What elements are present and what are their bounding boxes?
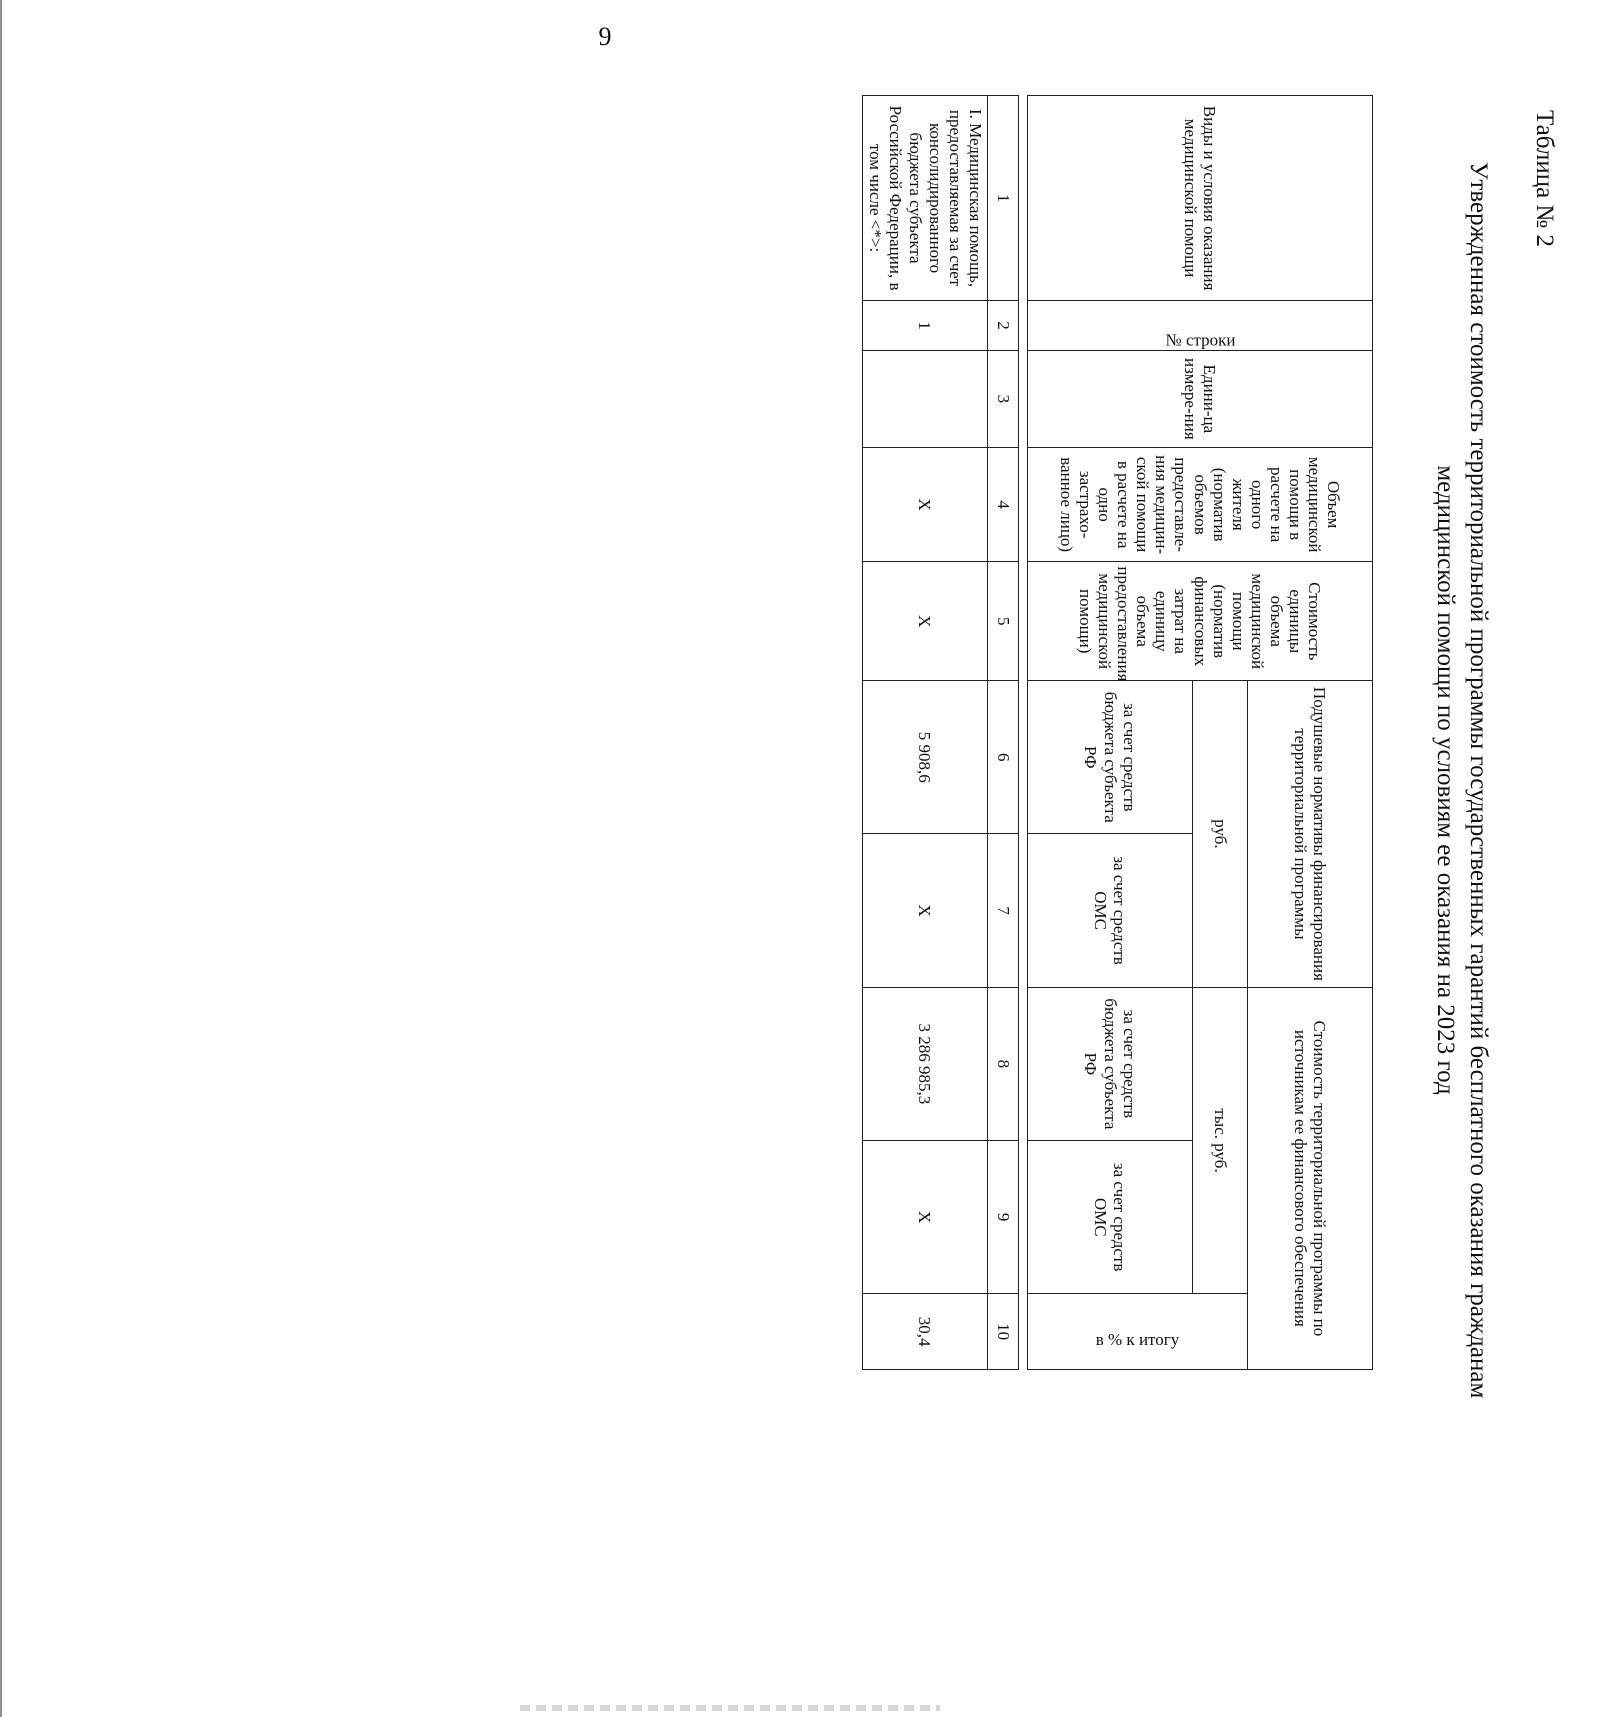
title-line-1: Утвержденная стоимость территориальной программы государственных гарантий бесплатного оказания гражданам — [1465, 161, 1492, 1399]
row-percent: 30,4 — [862, 1294, 987, 1370]
scan-bottom-smudge — [520, 1705, 940, 1711]
col-number: 10 — [988, 1294, 1019, 1370]
header-cost-total: Стоимость территориальной программы по источникам ее финансового обеспечения — [1248, 987, 1373, 1369]
rotated-page-content — [520, 50, 1600, 1570]
header-per-capita: Подушевые нормативы финансирования территориальной программы — [1248, 681, 1373, 988]
row-per-capita-oms: X — [862, 834, 987, 987]
header-row-1 — [1248, 96, 1373, 1370]
table-row — [862, 96, 987, 1370]
row-number: 1 — [862, 301, 987, 351]
row-volume: X — [862, 447, 987, 561]
title-line-2: медицинской помощи по условиям ее оказания на 2023 год — [1432, 465, 1460, 1095]
row-cost-oms: X — [862, 1141, 987, 1294]
header-cost-unit: тыс. руб. — [1193, 987, 1248, 1294]
header-unit: Едини-ца измере-ния — [1028, 350, 1373, 447]
header-per-capita-unit: руб. — [1193, 681, 1248, 988]
col-number: 4 — [988, 447, 1019, 561]
col-number: 7 — [988, 834, 1019, 987]
col-number: 8 — [988, 987, 1019, 1140]
col-number: 6 — [988, 681, 1019, 834]
col-number: 5 — [988, 562, 1019, 681]
row-label: I. Медицинская помощь, предоставляемая за счет консолидированного бюджета субъекта Российской Федерации, в том числе <*>: — [862, 96, 987, 301]
header-unit-cost: Стоимость единицы объема медицинской помощи (норматив финансовых затрат на единицу объема предоставления медицинской помощи) — [1028, 562, 1373, 681]
header-kinds: Виды и условия оказания медицинской помощи — [1028, 96, 1373, 301]
column-number-row — [988, 96, 1019, 1370]
row-per-capita-budget: 5 908,6 — [862, 681, 987, 834]
header-cost-budget: за счет средств бюджета субъекта РФ — [1028, 987, 1193, 1140]
row-unit — [862, 350, 987, 447]
header-volume: Объем медицинской помощи в расчете на одного жителя (норматив объемов предоставле-ния медицин-ской помощи в расчете на одно застрахо-ванное лицо) — [1028, 447, 1373, 561]
header-per-capita-oms: за счет средств ОМС — [1028, 834, 1193, 987]
col-number: 1 — [988, 96, 1019, 301]
page-number: 9 — [598, 22, 612, 51]
col-number: 9 — [988, 1141, 1019, 1294]
cost-table — [862, 95, 1373, 1370]
row-cost-budget: 3 286 985,3 — [862, 987, 987, 1140]
header-row-no: № строки — [1028, 301, 1373, 351]
separator-row — [1019, 96, 1028, 1370]
document-title — [1429, 90, 1494, 1470]
row-unit-cost: X — [862, 562, 987, 681]
header-cost-oms: за счет средств ОМС — [1028, 1141, 1193, 1294]
table-label: Таблица № 2 — [1531, 110, 1558, 248]
header-percent: в % к итогу — [1028, 1294, 1248, 1370]
scan-left-edge — [0, 0, 2, 1717]
col-number: 3 — [988, 350, 1019, 447]
col-number: 2 — [988, 301, 1019, 351]
header-per-capita-budget: за счет средств бюджета субъекта РФ — [1028, 681, 1193, 834]
